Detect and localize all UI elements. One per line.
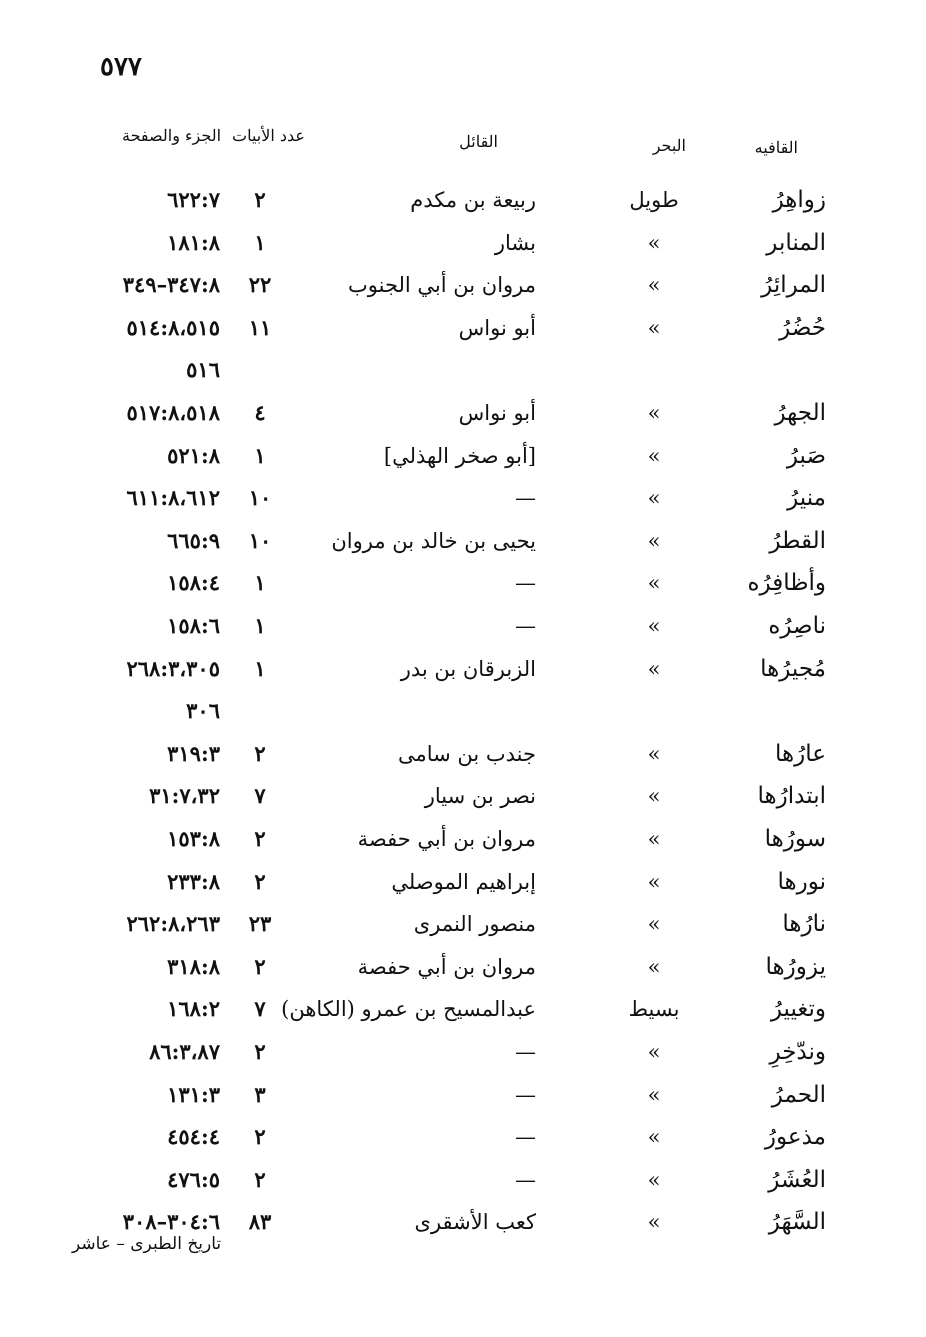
count-cell: ٤ xyxy=(254,400,266,425)
page-ref-cell: ٥١٤:٨،٥١٥ xyxy=(126,314,220,340)
qafiya-cell: السَّهَرُ xyxy=(768,1209,826,1236)
bahr-cell: » xyxy=(647,954,661,979)
table-row xyxy=(0,436,926,476)
qafiya-cell: وندّخِرِ xyxy=(769,1039,826,1065)
page-ref-cell: ١٨١:٨ xyxy=(167,229,220,255)
qail-cell: — xyxy=(515,571,536,596)
bahr-cell: » xyxy=(647,656,661,681)
page-ref-cell: ٣١٩:٣ xyxy=(167,740,220,766)
qafiya-cell: يزورُها xyxy=(765,953,826,980)
count-cell: ٧ xyxy=(254,996,266,1022)
qail-cell: أبو نواس xyxy=(458,315,536,340)
qail-cell: منصور النمرى xyxy=(413,912,536,937)
bahr-cell: » xyxy=(647,1167,661,1192)
count-cell: ١١ xyxy=(248,314,272,340)
header-page: الجزء والصفحة xyxy=(122,126,222,145)
bahr-cell: » xyxy=(647,869,661,894)
bahr-cell: » xyxy=(647,486,661,511)
qafiya-cell: وتغييرُ xyxy=(770,996,826,1023)
page-ref-cell: ٣١:٧،٣٢ xyxy=(149,783,220,809)
table-row xyxy=(0,521,926,561)
count-cell: ١ xyxy=(254,613,266,638)
qafiya-cell: سورُها xyxy=(764,826,826,852)
table-row xyxy=(0,223,926,263)
qail-cell: جندب بن سامى xyxy=(397,741,536,766)
page-ref-cell: ٣١٨:٨ xyxy=(167,953,220,979)
qafiya-cell: المنابر xyxy=(766,229,826,256)
header-qafiya: القافيه xyxy=(754,138,798,157)
count-cell: ٢ xyxy=(254,1039,266,1064)
page-ref-cell: ١٥٣:٨ xyxy=(167,826,220,851)
header-bahr: البحر xyxy=(652,136,686,155)
table-row xyxy=(0,649,926,689)
count-cell: ١ xyxy=(254,570,266,596)
count-cell: ٢ xyxy=(254,740,266,766)
count-cell: ١٠ xyxy=(248,527,272,553)
qail-cell: عبدالمسيح بن عمرو (الكاهن) xyxy=(281,997,536,1022)
qail-cell: بشار xyxy=(494,230,536,255)
page-ref-cell: ١٦٨:٢ xyxy=(167,996,220,1022)
bahr-cell: طويل xyxy=(629,188,679,212)
qafiya-cell: مذعورُ xyxy=(764,1124,826,1151)
count-cell: ٢٣ xyxy=(248,911,272,937)
qafiya-cell: زواهِرُ xyxy=(772,187,826,213)
table-row xyxy=(0,350,926,390)
qafiya-cell: ناصِرُه xyxy=(768,613,826,639)
count-cell: ٢ xyxy=(254,1124,266,1150)
qafiya-cell: نارُها xyxy=(782,911,826,938)
page-ref-cell: ٢٣٣:٨ xyxy=(167,868,220,894)
count-cell: ٢ xyxy=(254,953,266,979)
count-cell: ٢ xyxy=(254,1166,266,1192)
bahr-cell: » xyxy=(647,784,661,809)
qafiya-cell: نورها xyxy=(777,868,826,895)
page-number: ٥٧٧ xyxy=(100,52,142,82)
page-ref-cell: ١٣١:٣ xyxy=(167,1081,220,1107)
table-row xyxy=(0,819,926,859)
qafiya-cell: حُضُرُ xyxy=(779,314,826,341)
qail-cell: ربيعة بن مكدم xyxy=(410,188,536,212)
qafiya-cell: مُجيرُها xyxy=(760,655,826,682)
qail-cell: — xyxy=(515,614,536,638)
table-row xyxy=(0,776,926,816)
qafiya-cell: المرائِرُ xyxy=(761,272,826,299)
bahr-cell: » xyxy=(647,571,661,596)
bahr-cell: » xyxy=(647,1040,661,1064)
header-qail: القائل xyxy=(459,132,498,151)
qail-cell: — xyxy=(515,486,536,511)
count-cell: ١ xyxy=(254,442,266,468)
table-row xyxy=(0,308,926,348)
table-row xyxy=(0,862,926,902)
table-row xyxy=(0,904,926,944)
page-ref-cell: ٣٠٦ xyxy=(186,698,220,724)
page-ref-cell: ٢٦٨:٣،٣٠٥ xyxy=(126,655,220,681)
count-cell: ١ xyxy=(254,655,266,681)
table-row xyxy=(0,1075,926,1115)
count-cell: ٧ xyxy=(254,783,266,809)
page-ref-cell: ٦٢٢:٧ xyxy=(167,187,220,212)
page-ref-cell: ٥١٦ xyxy=(186,357,220,383)
count-cell: ٢ xyxy=(254,187,266,212)
table-row xyxy=(0,989,926,1029)
page-ref-cell: ٢٦٢:٨،٢٦٣ xyxy=(126,911,220,937)
table-row xyxy=(0,563,926,603)
qail-cell: كعب الأشقرى xyxy=(414,1210,536,1235)
qail-cell: مروان بن أبي حفصة xyxy=(357,827,536,851)
qail-cell: إبراهيم الموصلي xyxy=(391,869,536,894)
qafiya-cell: منيرُ xyxy=(787,485,826,512)
qail-cell: الزبرقان بن بدر xyxy=(400,656,536,681)
qafiya-cell: العُشَرُ xyxy=(768,1166,826,1193)
bahr-cell: » xyxy=(647,912,661,937)
bahr-cell: » xyxy=(647,401,661,425)
table-row xyxy=(0,691,926,731)
count-cell: ٢ xyxy=(254,868,266,894)
footer-note: تاريخ الطبرى – عاشر xyxy=(72,1234,222,1254)
page-ref-cell: ٣٠٤:٦–٣٠٨ xyxy=(122,1209,220,1235)
qail-cell: مروان بن أبي الجنوب xyxy=(347,273,536,298)
qafiya-cell: صَبرُ xyxy=(786,442,826,469)
page-ref-cell: ٨٦:٣،٨٧ xyxy=(149,1039,220,1064)
bahr-cell: » xyxy=(647,315,661,340)
page-ref-cell: ٤٥٤:٤ xyxy=(167,1124,220,1150)
qail-cell: نصر بن سيار xyxy=(424,784,536,809)
page-ref-cell: ٤٧٦:٥ xyxy=(167,1166,220,1192)
table-row xyxy=(0,606,926,646)
bahr-cell: » xyxy=(647,273,661,298)
count-cell: ١٠ xyxy=(248,485,272,511)
bahr-cell: بسيط xyxy=(628,997,680,1022)
qail-cell: — xyxy=(515,1167,536,1192)
page-ref-cell: ١٥٨:٦ xyxy=(167,613,220,638)
qail-cell: — xyxy=(515,1125,536,1150)
table-row xyxy=(0,1032,926,1072)
page-ref-cell: ٦٦٥:٩ xyxy=(167,527,220,553)
count-cell: ٢٢ xyxy=(248,272,272,298)
table-row xyxy=(0,947,926,987)
header-count: عدد الأبيات xyxy=(232,126,305,145)
table-row xyxy=(0,1160,926,1200)
page-ref-cell: ٣٤٧:٨–٣٤٩ xyxy=(122,272,220,298)
table-row xyxy=(0,180,926,220)
table-row xyxy=(0,393,926,433)
qafiya-cell: القطرُ xyxy=(769,527,826,554)
table-row xyxy=(0,265,926,305)
page-ref-cell: ٦١١:٨،٦١٢ xyxy=(126,485,220,511)
count-cell: ١ xyxy=(254,229,266,255)
bahr-cell: » xyxy=(647,741,661,766)
qafiya-cell: عارُها xyxy=(775,740,826,767)
qail-cell: يحيى بن خالد بن مروان xyxy=(331,528,536,553)
bahr-cell: » xyxy=(647,528,661,553)
bahr-cell: » xyxy=(647,443,661,468)
bahr-cell: » xyxy=(647,1210,661,1235)
bahr-cell: » xyxy=(647,1082,661,1107)
qafiya-cell: الحمرُ xyxy=(771,1081,826,1108)
table-row xyxy=(0,1117,926,1157)
qafiya-cell: الجهرُ xyxy=(774,400,826,426)
table-row xyxy=(0,734,926,774)
qail-cell: مروان بن أبي حفصة xyxy=(357,954,536,979)
qail-cell: أبو نواس xyxy=(458,401,536,425)
page-ref-cell: ٥١٧:٨،٥١٨ xyxy=(126,400,220,425)
table-row xyxy=(0,478,926,518)
bahr-cell: » xyxy=(647,1125,661,1150)
bahr-cell: » xyxy=(647,230,661,255)
bahr-cell: » xyxy=(647,827,661,851)
count-cell: ٢ xyxy=(254,826,266,851)
qail-cell: — xyxy=(515,1082,536,1107)
qafiya-cell: وأظافِرُه xyxy=(747,570,826,597)
bahr-cell: » xyxy=(647,614,661,638)
qail-cell: — xyxy=(515,1040,536,1064)
count-cell: ٣ xyxy=(254,1081,266,1107)
page-ref-cell: ١٥٨:٤ xyxy=(167,570,220,596)
qafiya-cell: ابتدارُها xyxy=(757,783,826,810)
count-cell: ٨٣ xyxy=(248,1209,272,1235)
qail-cell: [أبو صخر الهذلي] xyxy=(383,443,536,468)
page-ref-cell: ٥٢١:٨ xyxy=(167,442,220,468)
